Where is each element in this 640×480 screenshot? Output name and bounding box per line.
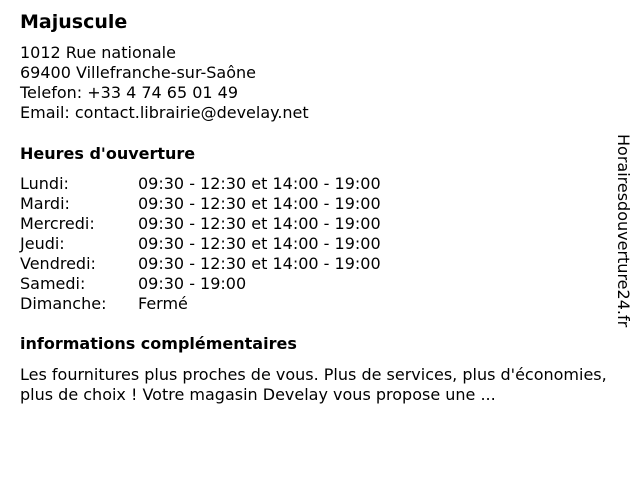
address-line-street: 1012 Rue nationale [20, 43, 176, 62]
hours-row-saturday [20, 274, 381, 294]
hours-row-tuesday [20, 194, 381, 214]
phone-number: Telefon: +33 4 74 65 01 49 [20, 83, 239, 102]
store-contact-block [20, 43, 309, 123]
hours-row-monday [20, 174, 381, 194]
email-address: Email: contact.librairie@develay.net [20, 103, 309, 122]
hours-row-sunday [20, 294, 381, 314]
day-label: Vendredi: [20, 254, 96, 273]
site-watermark: Horairesdouverture24.fr [614, 134, 633, 328]
store-name: Majuscule [20, 11, 128, 33]
time-range: 09:30 - 12:30 et 14:00 - 19:00 [138, 254, 381, 273]
hours-row-thursday [20, 234, 381, 254]
opening-hours-heading: Heures d'ouverture [20, 144, 196, 163]
day-label: Mardi: [20, 194, 70, 213]
address-line-city: 69400 Villefranche-sur-Saône [20, 63, 257, 82]
additional-info-text: Les fournitures plus proches de vous. Plus de services, plus d'économies, plus de choix ! Votre magasin Develay vous propose une ... [20, 365, 607, 404]
opening-hours-table [20, 174, 381, 314]
time-range: 09:30 - 12:30 et 14:00 - 19:00 [138, 194, 381, 213]
day-label: Mercredi: [20, 214, 95, 233]
hours-row-friday [20, 254, 381, 274]
additional-info-heading: informations complémentaires [20, 334, 297, 353]
day-label: Dimanche: [20, 294, 107, 313]
hours-row-wednesday [20, 214, 381, 234]
time-range: 09:30 - 12:30 et 14:00 - 19:00 [138, 234, 381, 253]
day-label: Lundi: [20, 174, 69, 193]
time-range: 09:30 - 12:30 et 14:00 - 19:00 [138, 214, 381, 233]
time-range: 09:30 - 19:00 [138, 274, 247, 293]
day-label: Samedi: [20, 274, 86, 293]
time-range: 09:30 - 12:30 et 14:00 - 19:00 [138, 174, 381, 193]
day-label: Jeudi: [20, 234, 65, 253]
time-range: Fermé [138, 294, 188, 313]
